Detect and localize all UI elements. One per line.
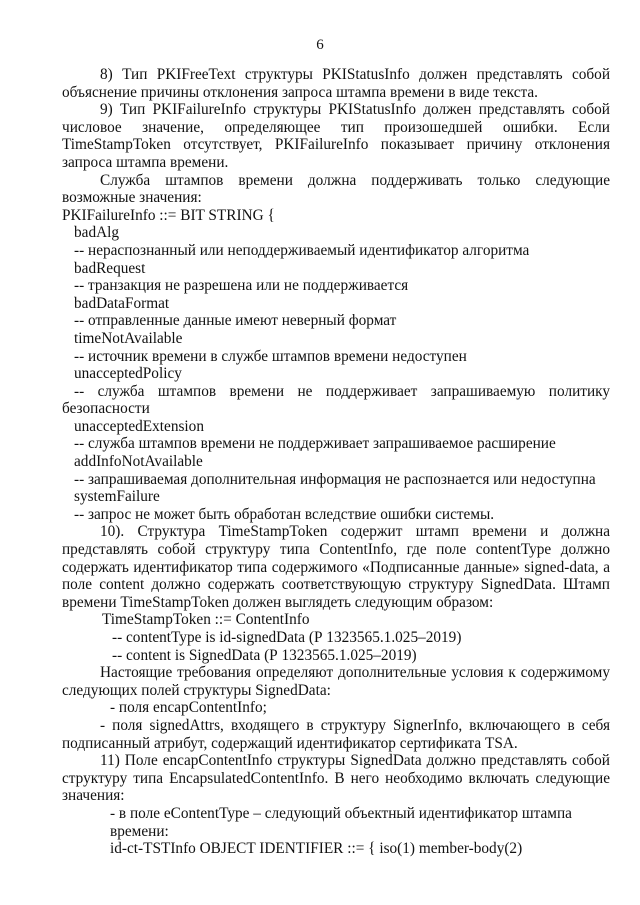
code-line: systemFailure xyxy=(74,488,160,506)
paragraph-11: 11) Поле encapContentInfo структуры SignedData должно представлять собой структуру типа EncapsulatedContentInfo. В него необходимо включать следующие значения: xyxy=(62,752,610,805)
code-line: id-ct-TSTInfo OBJECT IDENTIFIER ::= { iso(1) member-body(2) xyxy=(110,840,523,858)
code-comment: -- запрашиваемая дополнительная информация не распознается или недоступна xyxy=(74,470,596,488)
code-line: TimeStampToken ::= ContentInfo xyxy=(102,611,310,629)
code-line: badDataFormat xyxy=(74,294,170,312)
paragraph-9: 9) Тип PKIFailureInfo структуры PKIStatusInfo должен представлять собой числовое значение, определяющее тип произошедшей ошибки. Если TimeStampToken отсутствует, PKIFailureInfo показывает причину отклонения запроса штампа времени. xyxy=(62,101,610,171)
list-item: - поля signedAttrs, входящего в структуру SignerInfo, включающего в себя подписанный атрибут, содержащий идентификатор сертификата TSA. xyxy=(62,716,610,752)
code-comment: -- транзакция не разрешена или не поддерживается xyxy=(74,277,409,295)
code-line: badAlg xyxy=(74,224,120,242)
list-item: - поля encapContentInfo; xyxy=(110,699,267,717)
code-line: PKIFailureInfo ::= BIT STRING { xyxy=(62,206,275,224)
code-line: unacceptedPolicy xyxy=(74,365,182,383)
list-item: - в поле eContentType – следующий объектный идентификатор штампа времени: xyxy=(110,804,572,840)
document-body xyxy=(62,66,610,858)
paragraph-service-values: Служба штампов времени должна поддерживать только следующие возможные значения: xyxy=(62,171,610,207)
code-comment: -- нераспознанный или неподдерживаемый идентификатор алгоритма xyxy=(74,241,530,259)
code-line: badRequest xyxy=(74,259,146,277)
code-comment: -- источник времени в службе штампов времени недоступен xyxy=(74,347,467,365)
code-line: unacceptedExtension xyxy=(74,417,204,435)
page-number: 6 xyxy=(316,37,324,53)
code-line: addInfoNotAvailable xyxy=(74,453,203,471)
code-comment: -- contentType is id-signedData (Р 1323565.1.025–2019) xyxy=(112,629,462,646)
code-comment: -- отправленные данные имеют неверный формат xyxy=(74,312,397,330)
code-comment: -- content is SignedData (Р 1323565.1.025–2019) xyxy=(112,646,417,664)
code-line: timeNotAvailable xyxy=(74,329,183,347)
code-comment: -- служба штампов времени не поддерживает запрашиваемое расширение xyxy=(74,435,556,453)
paragraph-8: 8) Тип PKIFreeText структуры PKIStatusInfo должен представлять собой объяснение причины отклонения запроса штампа времени в виде текста. xyxy=(62,66,610,101)
code-comment: -- служба штампов времени не поддерживает запрашиваемую политику безопасности xyxy=(62,382,610,418)
paragraph-10: 10). Структура TimeStampToken содержит штамп времени и должна представлять собой структуру типа ContentInfo, где поле contentType должно содержать идентификатор типа содержимого «Подписанные данные» signed-data, а поле content должно содержать соответствующую структуру SignedData. Штамп времени TimeStampToken должен выглядеть следующим образом: xyxy=(62,523,610,611)
paragraph-requirements: Настоящие требования определяют дополнительные условия к содержимому следующих полей структуры SignedData: xyxy=(62,664,610,699)
code-comment: -- запрос не может быть обработан вследствие ошибки системы. xyxy=(74,505,495,523)
